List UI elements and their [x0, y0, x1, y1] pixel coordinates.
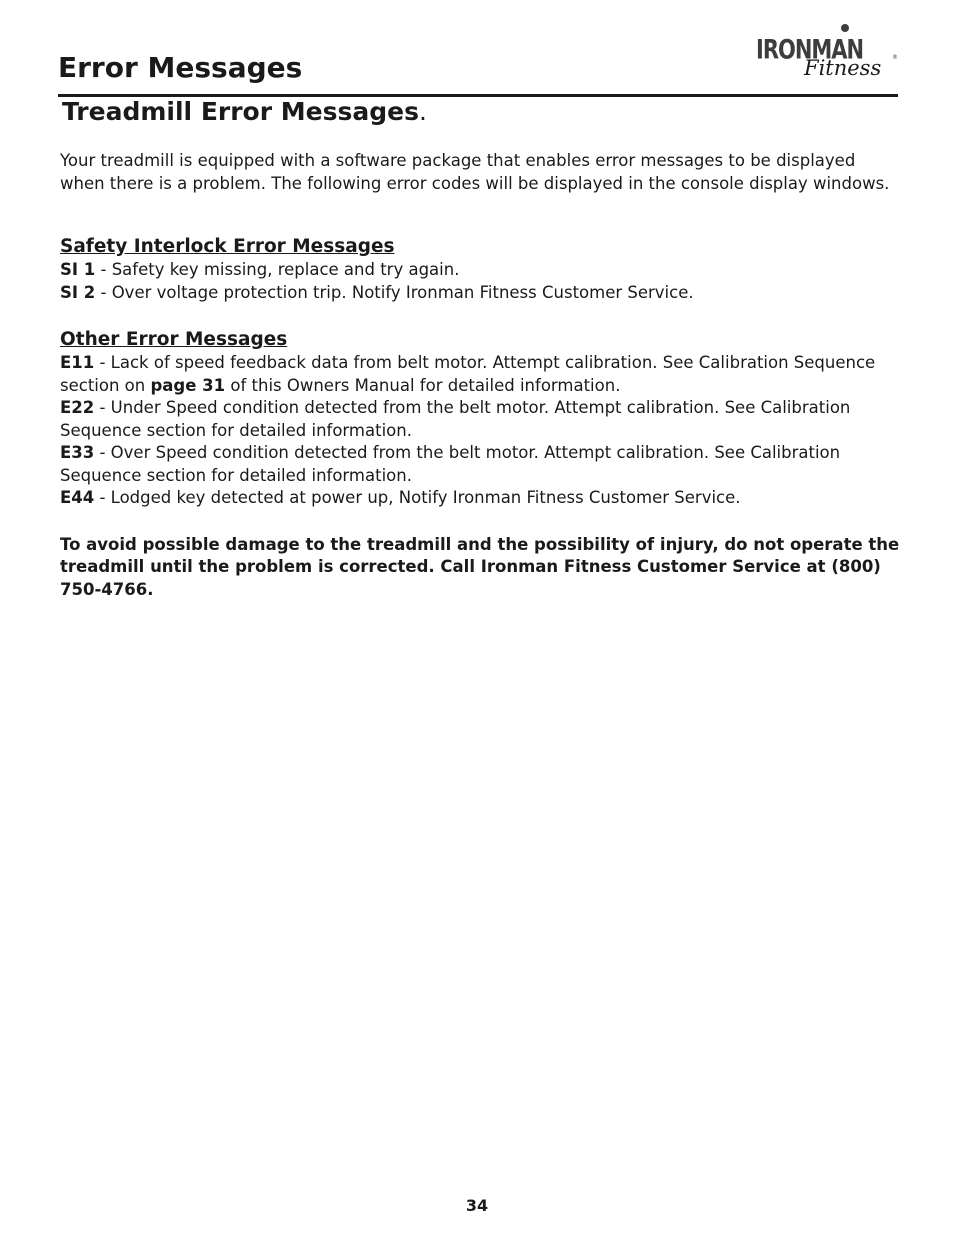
- error-item-si1: [60, 259, 902, 282]
- page-reference: page 31: [150, 375, 226, 395]
- content: [60, 150, 902, 601]
- ironman-fitness-logo: [756, 36, 898, 92]
- safety-interlock-section: [60, 235, 902, 304]
- logo-trademark: ®: [892, 54, 898, 61]
- page-number: 34: [465, 1196, 489, 1215]
- error-code: SI 2: [60, 282, 96, 302]
- intro-paragraph: Your treadmill is equipped with a software package that enables error messages to be displayed when there is a problem. The following error codes will be displayed in the console display windows.: [60, 151, 890, 193]
- error-code: E11: [60, 353, 95, 372]
- safety-interlock-heading: Safety Interlock Error Messages: [60, 236, 395, 257]
- safety-warning: To avoid possible damage to the treadmill and the possibility of injury, do not operate the treadmill until the problem is corrected. Call Ironman Fitness Customer Service at (800) 750-4766.: [60, 534, 900, 599]
- page-header: [58, 34, 898, 97]
- error-description: - Lodged key detected at power up, Notify Ironman Fitness Customer Service.: [94, 488, 741, 507]
- error-description: - Safety key missing, replace and try again.: [95, 260, 460, 279]
- section-title-text: Treadmill Error Messages: [62, 97, 419, 126]
- error-description: - Under Speed condition detected from the belt motor. Attempt calibration. See Calibration Sequence section for detailed information.: [60, 398, 851, 440]
- section-title: [62, 94, 427, 130]
- error-description: - Over Speed condition detected from the belt motor. Attempt calibration. See Calibration Sequence section for detailed information.: [60, 443, 841, 485]
- error-description: - Over voltage protection trip. Notify Ironman Fitness Customer Service.: [95, 282, 694, 302]
- error-code: E33: [60, 443, 95, 462]
- logo-head-dot: [841, 24, 849, 32]
- error-code: E44: [60, 488, 95, 507]
- error-item-e33: [60, 442, 902, 487]
- logo-wordmark: IRONMAN: [756, 34, 864, 65]
- error-code: SI 1: [60, 260, 96, 279]
- logo-script: Fitness: [804, 56, 882, 80]
- error-item-e44: [60, 487, 902, 510]
- error-item-e22: [60, 397, 902, 442]
- error-description-end: of this Owners Manual for detailed information.: [225, 375, 621, 395]
- error-description: - Lack of speed feedback data from belt motor. Attempt calibration. See Calibration Sequence section on: [60, 353, 876, 395]
- error-item-e11: [60, 352, 902, 397]
- error-item-si2: [60, 282, 902, 305]
- other-errors-heading: Other Error Messages: [60, 329, 288, 350]
- page-title: Error Messages: [58, 51, 303, 84]
- error-code: E22: [60, 398, 95, 417]
- section-title-punct: .: [418, 97, 427, 126]
- other-errors-section: [60, 328, 902, 510]
